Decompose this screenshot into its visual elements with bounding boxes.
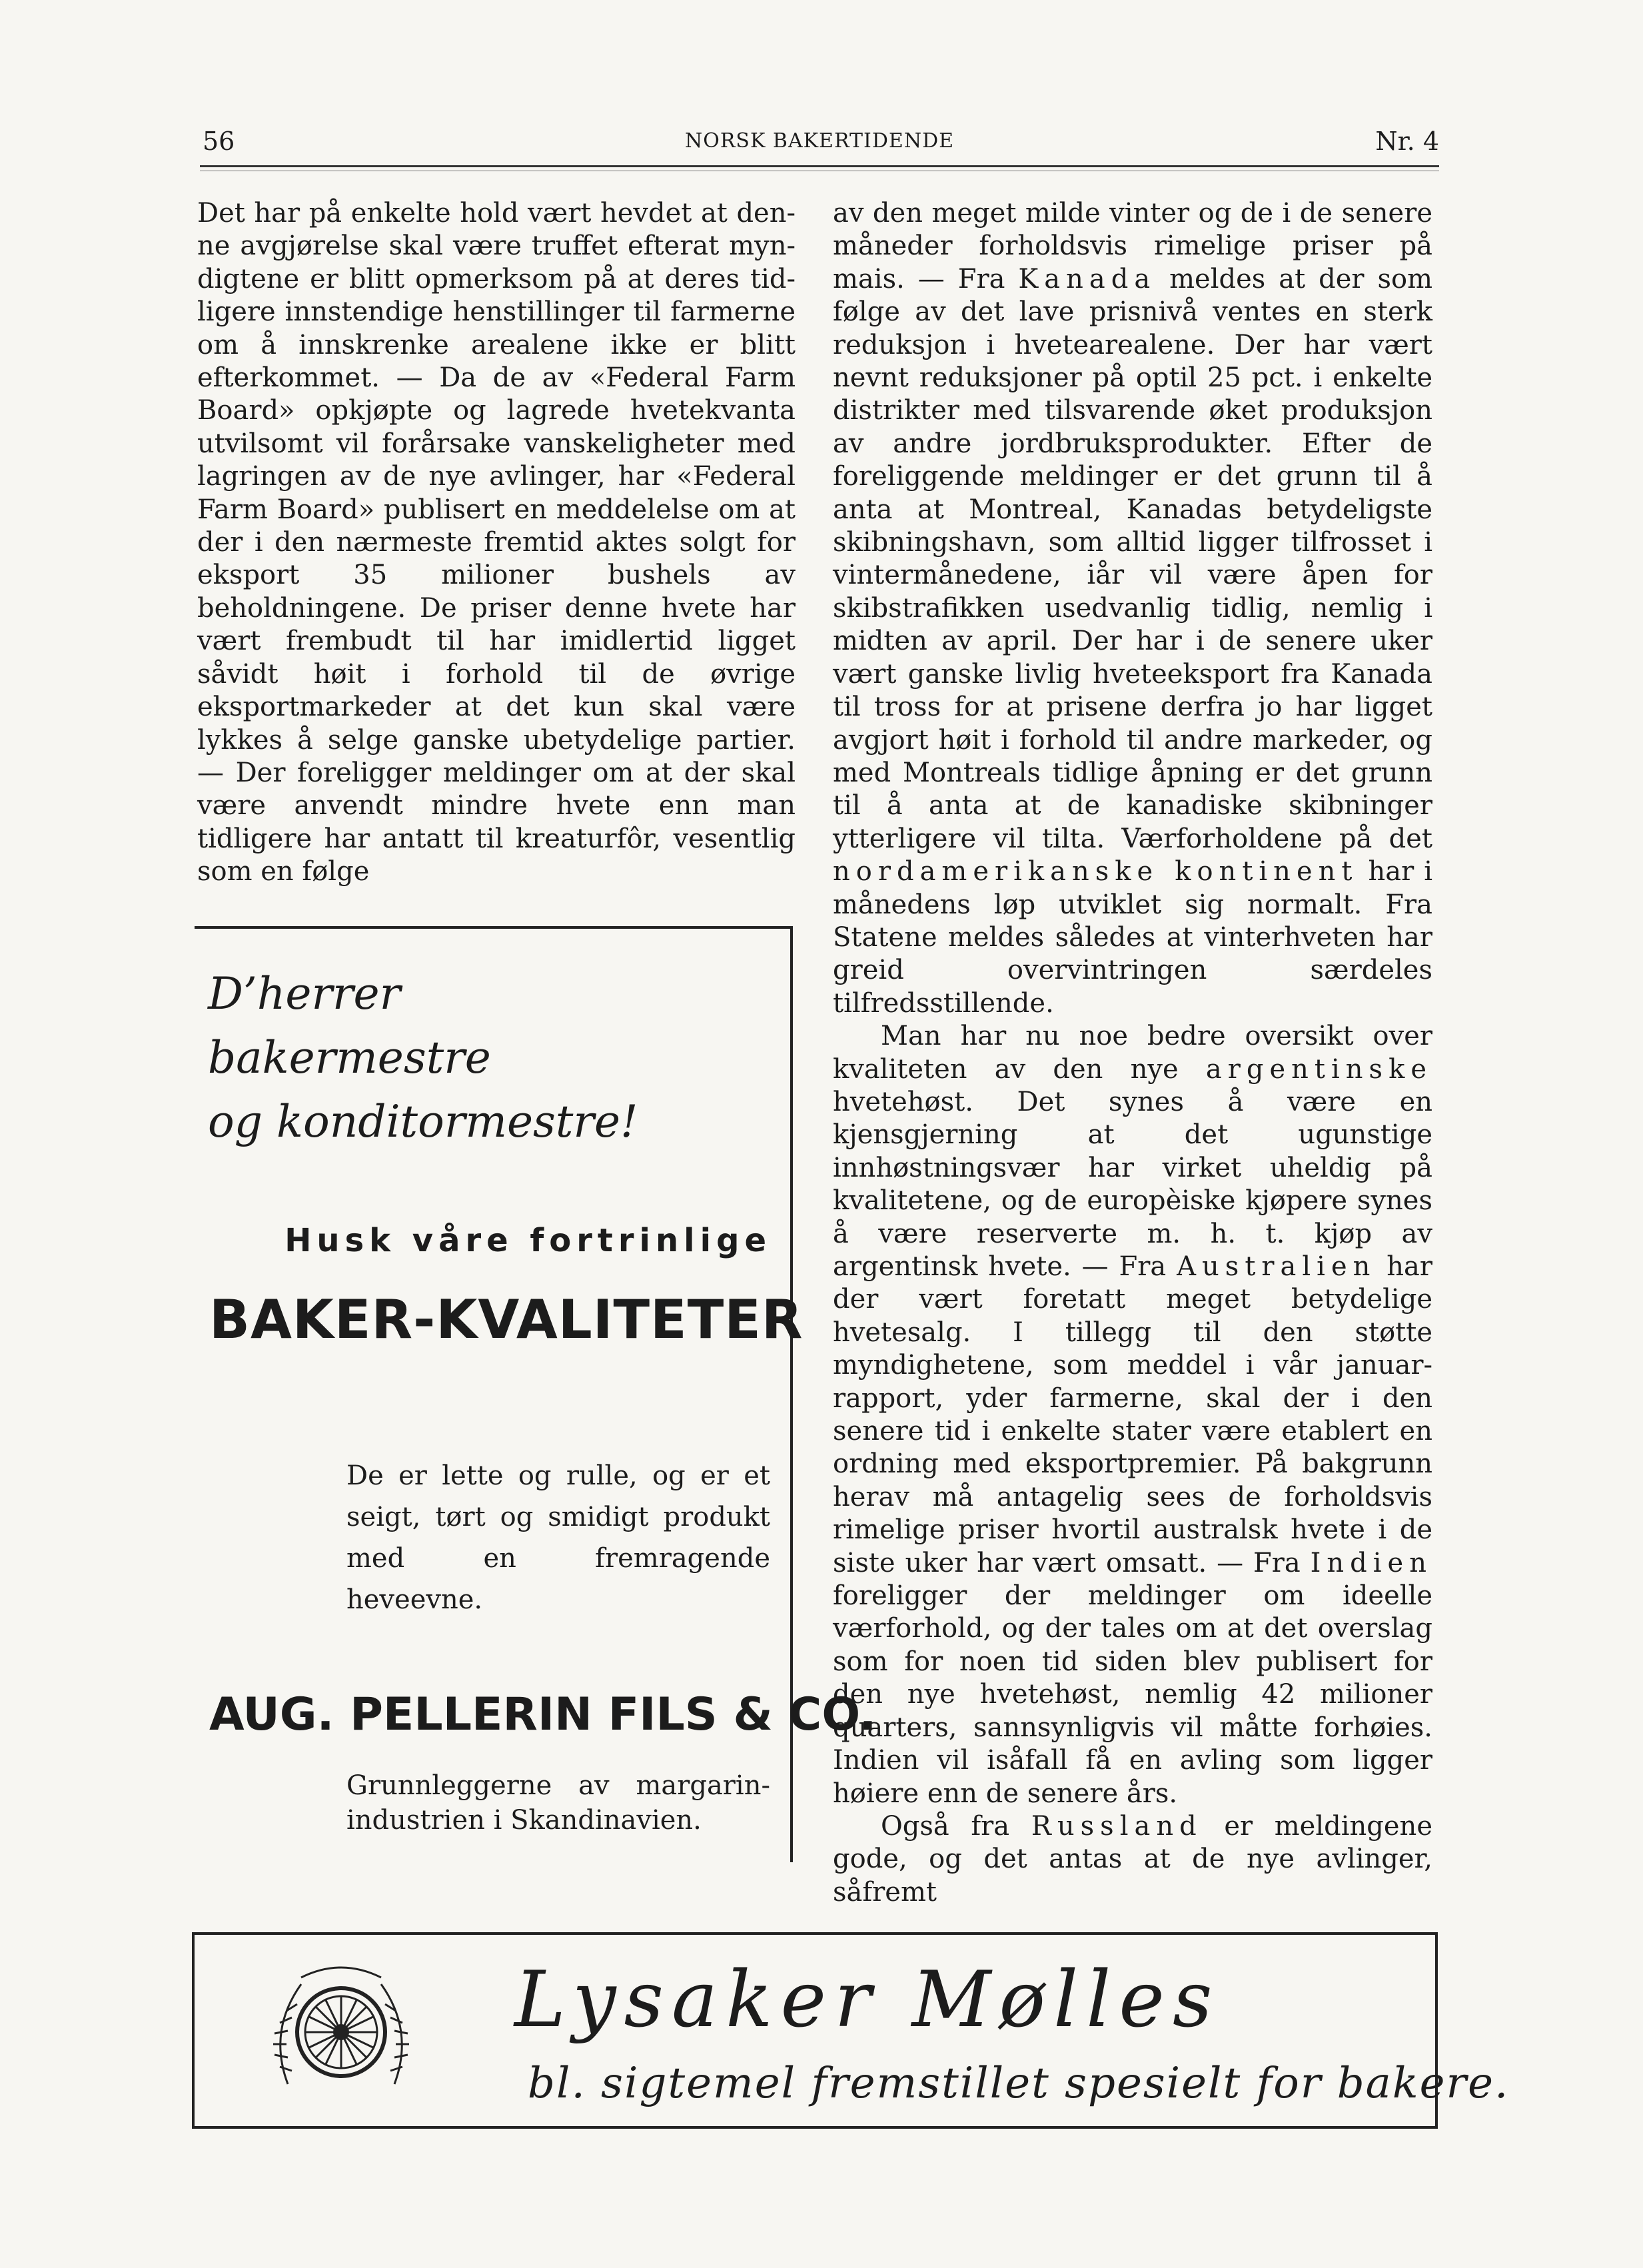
spaced-country-russland: Russland bbox=[1031, 1810, 1203, 1842]
ad-product-name: BAKER-KVALITETER bbox=[209, 1289, 804, 1351]
spaced-country-argentinske: argentinske bbox=[1205, 1053, 1432, 1085]
ad-tagline: Grunnleggerne av margarinindustrien i Skandinavien. bbox=[346, 1770, 770, 1836]
paragraph bbox=[833, 1020, 1432, 1810]
greeting-line: bakermestre bbox=[208, 1032, 491, 1083]
text-run: meldes at der som følge av det lave prisnivå ventes en sterk reduksjon i hvetearealene. Der har vært nevnt reduksjoner på optil 25 pct. i enkelte distrikter med tilsvarende øket produksjon av andre jordbruksprodukter. Efter de foreliggende meldinger er det grunn til å anta at Montreal, Kanadas betydeligste skibningshavn, som alltid ligger tilfrosset i vintermånedene, iår vil være åpen for skibstrafikken usedvanlig tidlig, nemlig i midten av april. Der har i de senere uker vært ganske livlig hveteeksport fra Kanada til tross for at prisene derfra jo har ligget avgjort høit i forhold til andre markeder, og med Montreals tidlige åpning er det grunn til å anta at de kanadiske skibninger ytterligere vil tilta. Værforholdene på det bbox=[833, 263, 1433, 854]
text-run: foreligger der meldinger om ideelle værforhold, og der tales om at det overslag som for noen tid siden blev publisert for den nye hvetehøst, nemlig 42 milioner quarters, sannsynligvis vil måtte forhøies. Indien vil isåfall få en avling som ligger høiere enn de senere års. bbox=[833, 1580, 1432, 1809]
mill-wreath-logo-icon bbox=[261, 1951, 421, 2111]
journal-title: NORSK BAKERTIDENDE bbox=[684, 129, 955, 153]
text-run: Man har nu noe bedre oversikt over kvaliteten av den nye bbox=[833, 1021, 1432, 1085]
banner-slogan: bl. sigtemel fremstillet spesielt for bakere. bbox=[528, 2059, 1510, 2108]
text-run: hvetehøst. Det synes å være en kjensgjerning at det ugunstige innhøstningsvær har virket uheldig på kvalitetene, og de europèiske kjøpere synes å være reserverte m. h. t. kjøp av argentinsk hvete. — Fra bbox=[833, 1086, 1432, 1282]
text-run: har der vært foretatt meget betydelige hvetesalg. I tillegg til den støtte myndighetene, som meddel i vår januar-rapport, yder farmerne, skal der i den senere tid i enkelte stater være etablert en ordning med eksportpremier. På bakgrunn herav må antagelig sees de forholdsvis rimelige priser hvortil australsk hvete i de siste uker har vært omsatt. — Fra bbox=[833, 1251, 1432, 1578]
ad-greeting bbox=[208, 962, 638, 1154]
spaced-country-indien: Indien bbox=[1310, 1547, 1432, 1578]
paragraph bbox=[833, 197, 1432, 1020]
text-run: Også fra bbox=[881, 1810, 1031, 1842]
paragraph: Det har på enkelte hold vært hevdet at denne avgjørelse skal være truffet efterat myndigtene er blitt opmerksom på at deres tidligere innstendige henstillinger til farmerne om å innskrenke arealene ikke er blitt efterkommet. — Da de av «Federal Farm Board» opkjøpte og lagrede hvetekvanta utvilsomt vil forårsake vanskeligheter med lagringen av de nye avlinger, har «Federal Farm Board» publisert en meddelelse om at der i den nærmeste fremtid aktes solgt for eksport 35 milioner bushels av beholdningene. De priser denne hvete har vært frembudt til har imidlertid ligget såvidt høit i forhold til de øvrige eksportmarkeder at det kun skal være lykkes å selge ganske ubetydelige partier. — Der foreligger meldinger om at der skal være anvendt mindre hvete enn man tidligere har antatt til kreaturfôr, vesentlig som en følge bbox=[197, 198, 796, 887]
lysaker-banner-ad bbox=[192, 1932, 1510, 2129]
left-column-text bbox=[197, 197, 796, 889]
issue-number: Nr. 4 bbox=[1375, 127, 1439, 156]
greeting-line: D’herrer bbox=[208, 968, 401, 1019]
spaced-country-australien: Australien bbox=[1177, 1251, 1376, 1282]
page-number: 56 bbox=[203, 127, 235, 156]
pellerin-advertisement bbox=[195, 926, 877, 1862]
text-run: er meldingene gode, og det antas at de nye avlinger, såfremt bbox=[833, 1810, 1432, 1908]
ad-description: De er lette og rulle, og er et seigt, tørt og smidigt produkt med en fremragende heveevne. bbox=[346, 1460, 770, 1615]
ad-husk-line: Husk våre fortrinlige bbox=[284, 1222, 772, 1259]
paragraph bbox=[833, 1810, 1432, 1909]
ad-company-name: AUG. PELLERIN FILS & CO. bbox=[209, 1688, 877, 1741]
header-rule bbox=[200, 165, 1439, 167]
greeting-line: og konditormestre! bbox=[208, 1096, 638, 1147]
banner-brand-name: Lysaker Mølles bbox=[514, 1955, 1221, 2045]
right-column-text bbox=[833, 197, 1432, 1909]
text-run: av den meget milde vinter og de i de senere måneder forholdsvis rimelige priser på mais. — Fra bbox=[833, 198, 1432, 294]
text-run: har i månedens løp utviklet sig normalt. Fra Statene meldes således at vinterhveten har greid overvintringen særdeles tilfredsstillende. bbox=[833, 856, 1432, 1019]
spaced-country-kanada: Kanada bbox=[1018, 263, 1157, 294]
running-header bbox=[200, 127, 1439, 167]
spaced-region-nordamerika: nordamerikanske kontinent bbox=[833, 856, 1359, 887]
